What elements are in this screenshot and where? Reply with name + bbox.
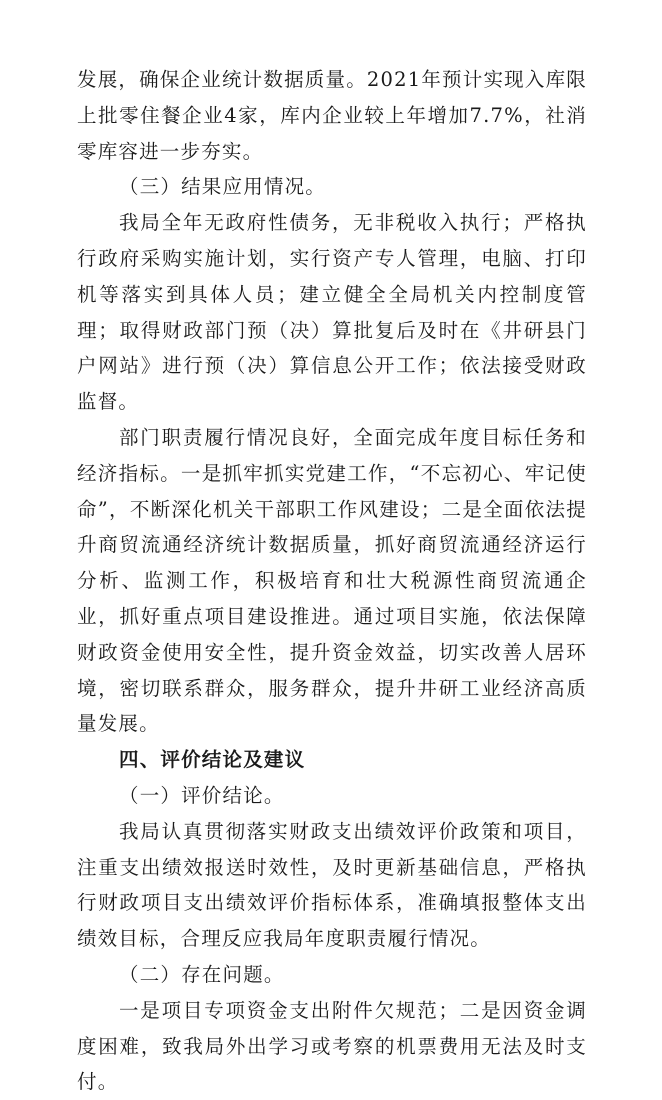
subheading-results-application: （三）结果应用情况。 <box>119 175 327 199</box>
subheading-existing-problems: （二）存在问题。 <box>119 962 285 986</box>
paragraph-evaluation-conclusion: 我局认真贯彻落实财政支出绩效评价政策和项目，注重支出绩效报送时效性，及时更新基础信息，严格执行财政项目支出绩效评价指标体系，准确填报整体支出绩效目标，合理反应我局年度职责履行情况。 <box>77 819 587 951</box>
paragraph-existing-problems: 一是项目专项资金支出附件欠规范；二是因资金调度困难，致我局外出学习或考察的机票费用无法及时支付。 <box>77 998 587 1094</box>
paragraph-continuation: 发展，确保企业统计数据质量。2021年预计实现入库限上批零住餐企业4家，库内企业较上年增加7.7%，社消零库容进一步夯实。 <box>77 68 587 163</box>
document-page <box>77 62 587 1100</box>
paragraph-finance-management: 我局全年无政府性债务，无非税收入执行；严格执行政府采购实施计划，实行资产专人管理，电脑、打印机等落实到具体人员；建立健全全局机关内控制度管理；取得财政部门预（决）算批复后及时在《井研县门户网站》进行预（决）算信息公开工作；依法接受财政监督。 <box>77 211 587 414</box>
paragraph-duty-performance: 部门职责履行情况良好，全面完成年度目标任务和经济指标。一是抓牢抓实党建工作，“不忘初心、牢记使命”，不断深化机关干部职工作风建设；二是全面依法提升商贸流通经济统计数据质量，抓好商贸流通经济运行分析、监测工作，积极培育和壮大税源性商贸流通企业，抓好重点项目建设推进。通过项目实施，依法保障财政资金使用安全性，提升资金效益，切实改善人居环境，密切联系群众，服务群众，提升井研工业经济高质量发展。 <box>77 425 587 736</box>
heading-conclusions-suggestions: 四、评价结论及建议 <box>119 748 306 772</box>
subheading-evaluation-conclusion: （一）评价结论。 <box>119 783 285 807</box>
